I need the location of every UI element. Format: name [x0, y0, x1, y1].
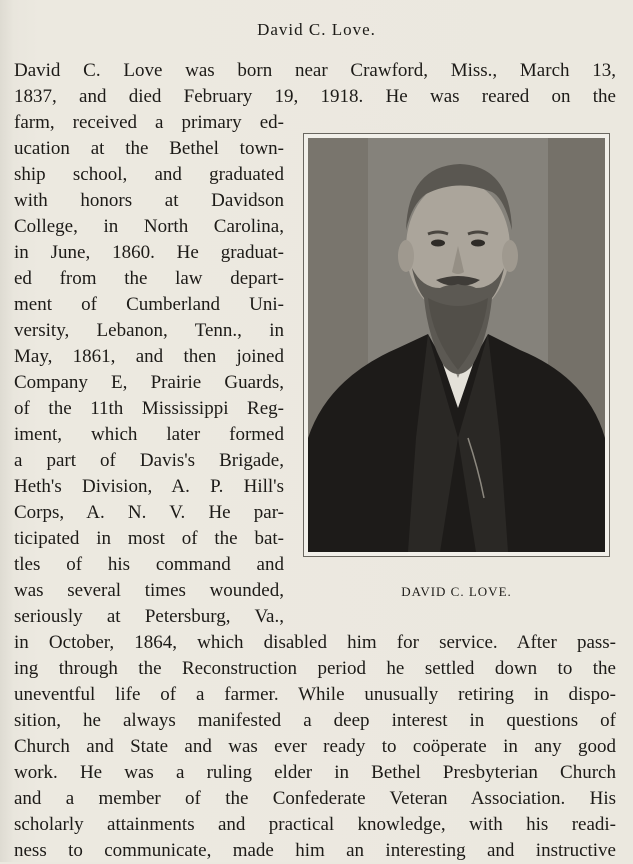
- text-line: ticipated in most of the bat-: [14, 528, 284, 549]
- text-line: Corps, A. N. V. He par-: [14, 502, 284, 523]
- text-line: ed from the law depart-: [14, 268, 284, 289]
- text-line: ucation at the Bethel town-: [14, 138, 284, 159]
- page-title: David C. Love.: [257, 20, 376, 39]
- text-line: Church and State and was ever ready to coöperate in any good: [14, 736, 616, 757]
- portrait-photo: [308, 138, 605, 552]
- text-line: ness to communicate, made him an interesting and instructive: [14, 840, 616, 861]
- text-line: in October, 1864, which disabled him for service. After pass-: [14, 632, 616, 653]
- text-line: a part of Davis's Brigade,: [14, 450, 284, 471]
- text-line: versity, Lebanon, Tenn., in: [14, 320, 284, 341]
- text-line: ment of Cumberland Uni-: [14, 294, 284, 315]
- text-line: ing through the Reconstruction period he settled down to the: [14, 658, 616, 679]
- text-line: May, 1861, and then joined: [14, 346, 284, 367]
- portrait-caption: DAVID C. LOVE.: [401, 584, 512, 599]
- text-line: tles of his command and: [14, 554, 284, 575]
- text-line: was several times wounded,: [14, 580, 284, 601]
- portrait-illustration: [308, 138, 605, 552]
- text-line: seriously at Petersburg, Va.,: [14, 606, 284, 627]
- text-line: Heth's Division, A. P. Hill's: [14, 476, 284, 497]
- text-line: in June, 1860. He graduat-: [14, 242, 284, 263]
- text-line: David C. Love was born near Crawford, Miss., March 13,: [14, 60, 616, 81]
- text-line: scholarly attainments and practical knowledge, with his readi-: [14, 814, 616, 835]
- text-line: and a member of the Confederate Veteran Association. His: [14, 788, 616, 809]
- text-line: work. He was a ruling elder in Bethel Presbyterian Church: [14, 762, 616, 783]
- text-line: sition, he always manifested a deep interest in questions of: [14, 710, 616, 731]
- text-line: iment, which later formed: [14, 424, 284, 445]
- text-line: farm, received a primary ed-: [14, 112, 284, 133]
- text-line: ship school, and graduated: [14, 164, 284, 185]
- text-line: uneventful life of a farmer. While unusually retiring in dispo-: [14, 684, 616, 705]
- text-line: College, in North Carolina,: [14, 216, 284, 237]
- text-line: 1837, and died February 19, 1918. He was reared on the: [14, 86, 616, 107]
- text-line: with honors at Davidson: [14, 190, 284, 211]
- portrait-frame: [303, 133, 610, 557]
- text-line: of the 11th Mississippi Reg-: [14, 398, 284, 419]
- text-line: Company E, Prairie Guards,: [14, 372, 284, 393]
